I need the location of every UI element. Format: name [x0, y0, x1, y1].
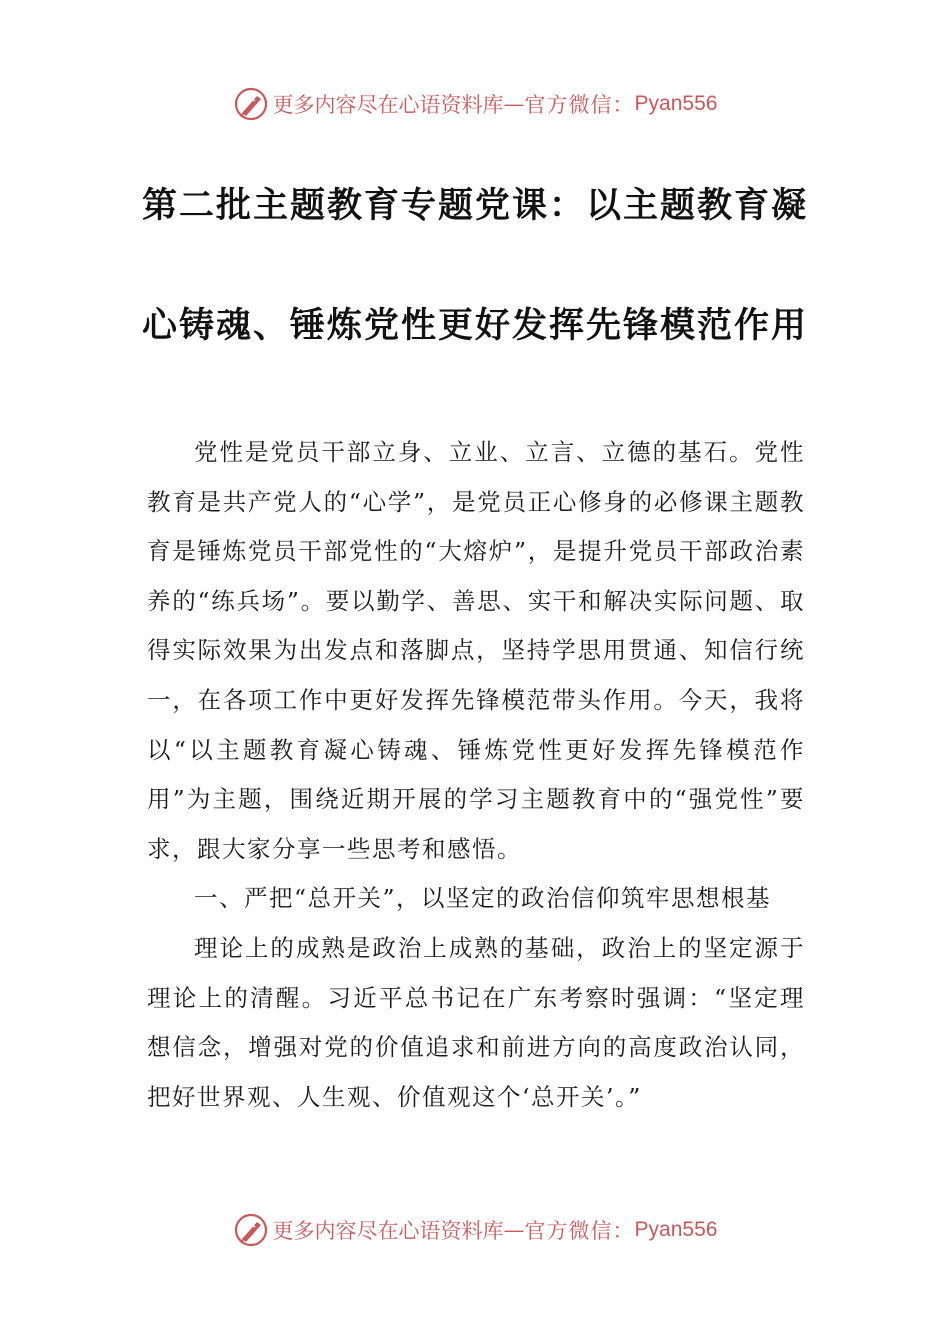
banner-dash: —	[503, 92, 525, 116]
document-title-line-2: 心铸魂、锤炼党性更好发挥先锋模范作用	[141, 306, 808, 346]
footer-brand: 更多内容尽在心语资料库	[272, 1219, 504, 1243]
paragraph-section-1: 理论上的成熟是政治上成熟的基础，政治上的坚定源于理论上的清醒。习近平总书记在广东考察时强调：“坚定理想信念，增强对党的价值追求和前进方向的高度政治认同，把好世界观、人生观、价值观这个‘总开关’。”	[147, 933, 805, 1111]
footer-wechat-id: Pyan556	[634, 1218, 718, 1241]
header-banner	[0, 84, 950, 124]
banner-wechat-id: Pyan556	[634, 92, 718, 115]
pen-logo-icon	[233, 1212, 269, 1248]
section-heading-1: 一、严把“总开关”，以坚定的政治信仰筑牢思想根基	[194, 884, 772, 913]
footer-dash: —	[503, 1218, 525, 1242]
document-body	[147, 428, 805, 1122]
banner-wechat-label: 官方微信：	[524, 93, 635, 117]
banner-brand: 更多内容尽在心语资料库	[272, 93, 504, 117]
paragraph-intro: 党性是党员干部立身、立业、立言、立德的基石。党性教育是共产党人的“心学”，是党员正心修身的必修课主题教育是锤炼党员干部党性的“大熔炉”，是提升党员干部政治素养的“练兵场”。要以勤学、善思、实干和解决实际问题、取得实际效果为出发点和落脚点，坚持学思用贯通、知信行统一，在各项工作中更好发挥先锋模范带头作用。今天，我将以“以主题教育凝心铸魂、锤炼党性更好发挥先锋模范作用”为主题，围绕近期开展的学习主题教育中的“强党性”要求，跟大家分享一些思考和感悟。	[147, 438, 805, 863]
pen-logo-icon	[233, 86, 269, 122]
footer-wechat-label: 官方微信：	[524, 1219, 635, 1243]
footer-banner	[0, 1210, 950, 1250]
document-title-line-1: 第二批主题教育专题党课：以主题教育凝	[141, 186, 808, 226]
